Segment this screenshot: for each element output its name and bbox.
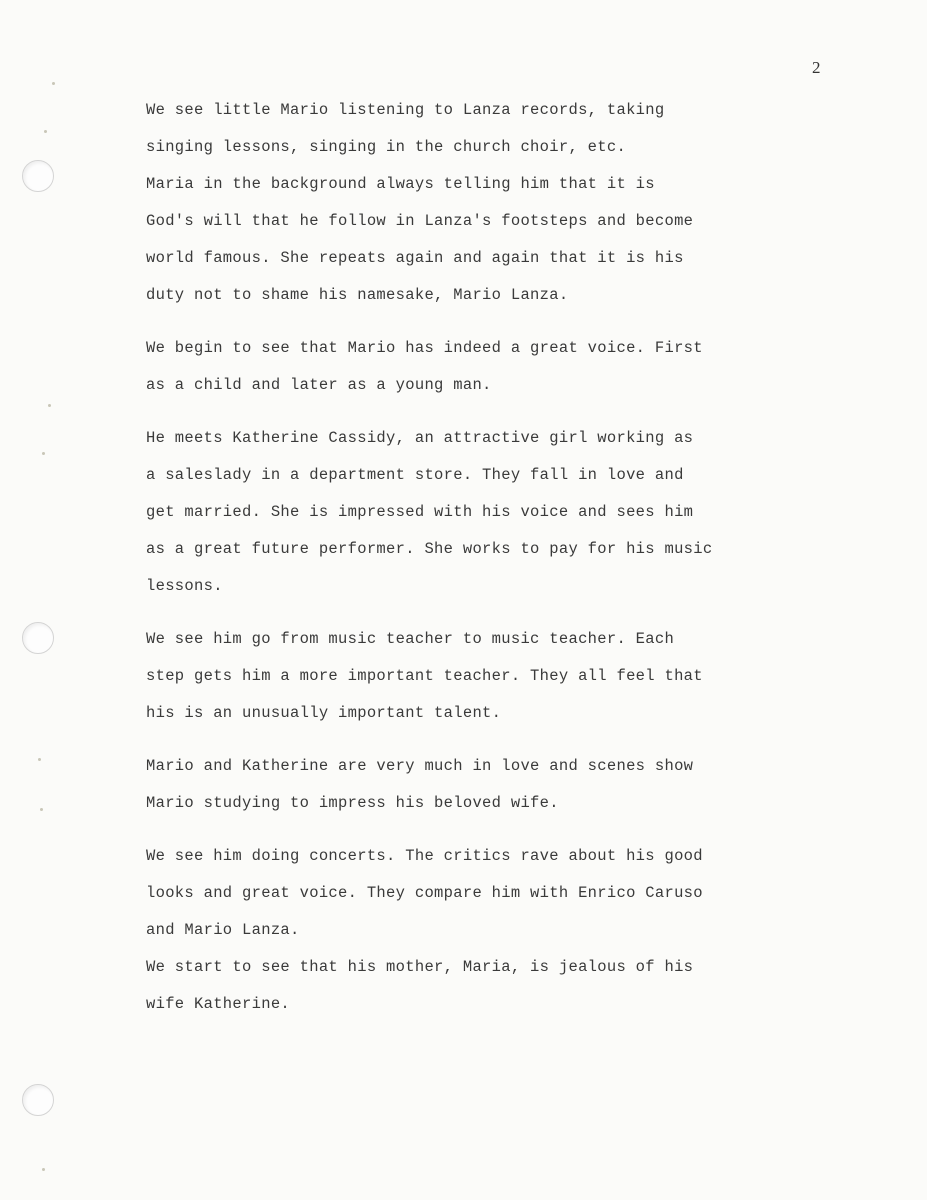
text-line: his is an unusually important talent. — [146, 704, 502, 722]
text-line: We start to see that his mother, Maria, is jealous of his — [146, 958, 694, 976]
paragraph — [146, 838, 806, 1023]
paper-speck — [44, 130, 47, 133]
paragraph — [146, 330, 806, 404]
paper-speck — [42, 1168, 45, 1171]
paragraph — [146, 420, 806, 605]
paper-speck — [48, 404, 51, 407]
text-line: world famous. She repeats again and again that it is his — [146, 249, 684, 267]
text-line: get married. She is impressed with his voice and sees him — [146, 503, 694, 521]
text-line: He meets Katherine Cassidy, an attractive girl working as — [146, 429, 694, 447]
text-line: We see little Mario listening to Lanza records, taking — [146, 101, 665, 119]
text-line: We see him doing concerts. The critics rave about his good — [146, 847, 703, 865]
text-line: as a child and later as a young man. — [146, 376, 492, 394]
text-line: looks and great voice. They compare him with Enrico Caruso — [146, 884, 703, 902]
text-line: duty not to shame his namesake, Mario Lanza. — [146, 286, 569, 304]
text-line: God's will that he follow in Lanza's footsteps and become — [146, 212, 694, 230]
page-number: 2 — [812, 58, 821, 77]
paragraph — [146, 92, 806, 314]
binder-hole — [22, 160, 54, 192]
paper-speck — [42, 452, 45, 455]
text-line: as a great future performer. She works to pay for his music — [146, 540, 713, 558]
text-line: singing lessons, singing in the church choir, etc. — [146, 138, 627, 156]
text-line: a saleslady in a department store. They fall in love and — [146, 466, 684, 484]
paragraph — [146, 621, 806, 732]
text-line: and Mario Lanza. — [146, 921, 300, 939]
body-text — [146, 92, 806, 1039]
text-line: Mario and Katherine are very much in love and scenes show — [146, 757, 694, 775]
paper-speck — [38, 758, 41, 761]
binder-hole — [22, 1084, 54, 1116]
text-line: We see him go from music teacher to music teacher. Each — [146, 630, 675, 648]
paper-speck — [52, 82, 55, 85]
text-line: wife Katherine. — [146, 995, 291, 1013]
text-line: step gets him a more important teacher. They all feel that — [146, 667, 703, 685]
text-line: lessons. — [146, 577, 223, 595]
binder-hole — [22, 622, 54, 654]
paragraph — [146, 748, 806, 822]
text-line: Mario studying to impress his beloved wife. — [146, 794, 559, 812]
text-line: Maria in the background always telling him that it is — [146, 175, 655, 193]
paper-speck — [40, 808, 43, 811]
text-line: We begin to see that Mario has indeed a great voice. First — [146, 339, 703, 357]
